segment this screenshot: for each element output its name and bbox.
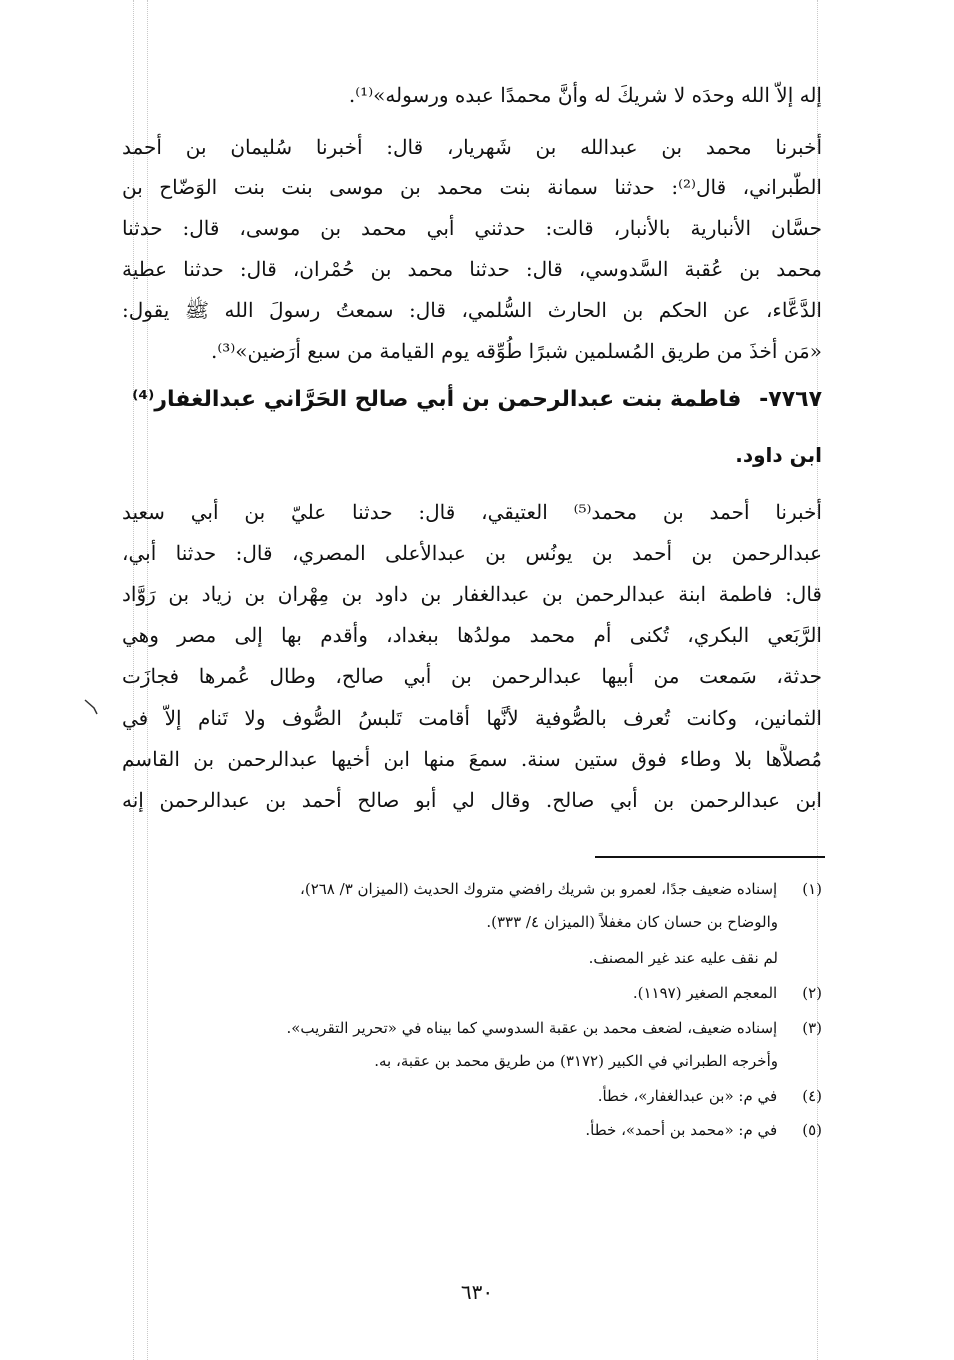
footnote-text: إسناده ضعيف، لضعف محمد بن عقبة السدوسي كما بيناه في «تحرير التقريب». <box>286 1019 778 1037</box>
footnote <box>122 877 822 901</box>
body-line: أخبرنا أحمد بن محمد⁽⁵⁾ العتيقي، قال: حدثنا عليّ بن أبي سعيد <box>122 500 822 524</box>
footnote-marker: (٢) <box>802 984 822 1002</box>
entry-number: ٧٧٦٧- <box>759 387 822 412</box>
entry-heading <box>122 383 822 417</box>
entry-title: فاطمة بنت عبدالرحمن بن أبي صالح الحَرَّاني عبدالغفار⁽⁴⁾ <box>132 387 742 412</box>
footnote-continuation: لم نقف عليه عند غير المصنف. <box>588 949 778 967</box>
footnote-marker: (١) <box>802 880 822 898</box>
body-line: محمد بن عُقبة السَّدوسي، قال: حدثنا محمد بن حُمْران، قال: حدثنا عطية <box>122 257 822 281</box>
footnote-marker: (٣) <box>802 1019 822 1037</box>
footnote <box>122 1016 822 1040</box>
body-line: الثمانين، وكانت تُعرف بالصُّوفية لأنَّها أقامت تَلبسُ الصُّوف ولا تَنام إلاّ في <box>122 706 822 730</box>
footnote-continuation: والوضاح بن حسان كان مغفلاً (الميزان ٤/ ٣٣٣). <box>486 913 778 931</box>
footnote-marker: (٤) <box>802 1087 822 1105</box>
body-line: إله إلاّ الله وحدَه لا شريكَ له وأنَّ محمدًا عبده ورسوله»⁽¹⁾. <box>348 83 822 107</box>
body-line: الرَّبَعي البكري، تُكنى أم محمد مولدُها ببغداد، وأقدم بها إلى مصر وهي <box>122 623 822 647</box>
footnote-marker: (٥) <box>802 1121 822 1139</box>
body-line: حدثة، سَمعت من أبيها عبدالرحمن بن أبي صالح، وطال عُمرها فجازَت <box>122 664 822 688</box>
body-line: قال: فاطمة ابنة عبدالرحمن بن عبدالغفار بن داود بن مِهْران بن زياد بن رَوَّاد <box>122 582 822 606</box>
body-line: حسَّان الأنبارية بالأنبار، قالت: حدثني أبي محمد بن موسى، قال: حدثنا <box>122 216 822 240</box>
body-line: مُصلاَّها بلا وطاء فوق ستين سنة. سمعَ منها ابن أخيها عبدالرحمن بن القاسم <box>122 747 822 771</box>
body-line: الطَّبراني، قال⁽²⁾: حدثنا سمانة بنت محمد بن موسى بنت بنت الوَضّاح بن <box>122 175 822 199</box>
footnote <box>122 981 822 1005</box>
footnote-separator <box>595 856 825 858</box>
footnote <box>122 1118 822 1142</box>
footnote-text: إسناده ضعيف جدًا، لعمرو بن شريك رافضي متروك الحديث (الميزان ٣/ ٢٦٨)، <box>299 880 778 898</box>
body-line: عبدالرحمن بن أحمد بن يونُس بن عبدالأعلى المصري، قال: حدثنا أبي، <box>122 541 822 565</box>
footnote-text: المعجم الصغير (١١٩٧). <box>632 984 778 1002</box>
footnote <box>122 1084 822 1108</box>
body-line: ابن عبدالرحمن بن أبي صالح. وقال لي أبو صالح أحمد بن عبدالرحمن إنه <box>122 788 822 812</box>
footnote-continuation: وأخرجه الطبراني في الكبير (٣١٧٢) من طريق محمد بن عقبة، به. <box>374 1052 778 1070</box>
body-line: الدَّعَّاء، عن الحكم بن الحارث السُّلمي، قال: سمعتُ رسولَ الله ﷺ يقول: <box>122 298 822 322</box>
body-line: أخبرنا محمد بن عبدالله بن شَهريار، قال: أخبرنا سُليمان بن أحمد <box>122 135 822 159</box>
footnote-text: في م: «بن عبدالغفار»، خطأ. <box>597 1087 778 1105</box>
scan-mark <box>84 698 98 716</box>
footnote-text: في م: «محمد بن أحمد»، خطأ. <box>585 1121 778 1139</box>
page-number: ٦٣٠ <box>460 1280 494 1304</box>
body-line: «مَن أخذَ من طريق المُسلمين شبرًا طُوِّقه يوم القيامة من سبع أرَضين»⁽³⁾. <box>211 339 822 363</box>
entry-subtitle: ابن داود. <box>735 443 822 467</box>
